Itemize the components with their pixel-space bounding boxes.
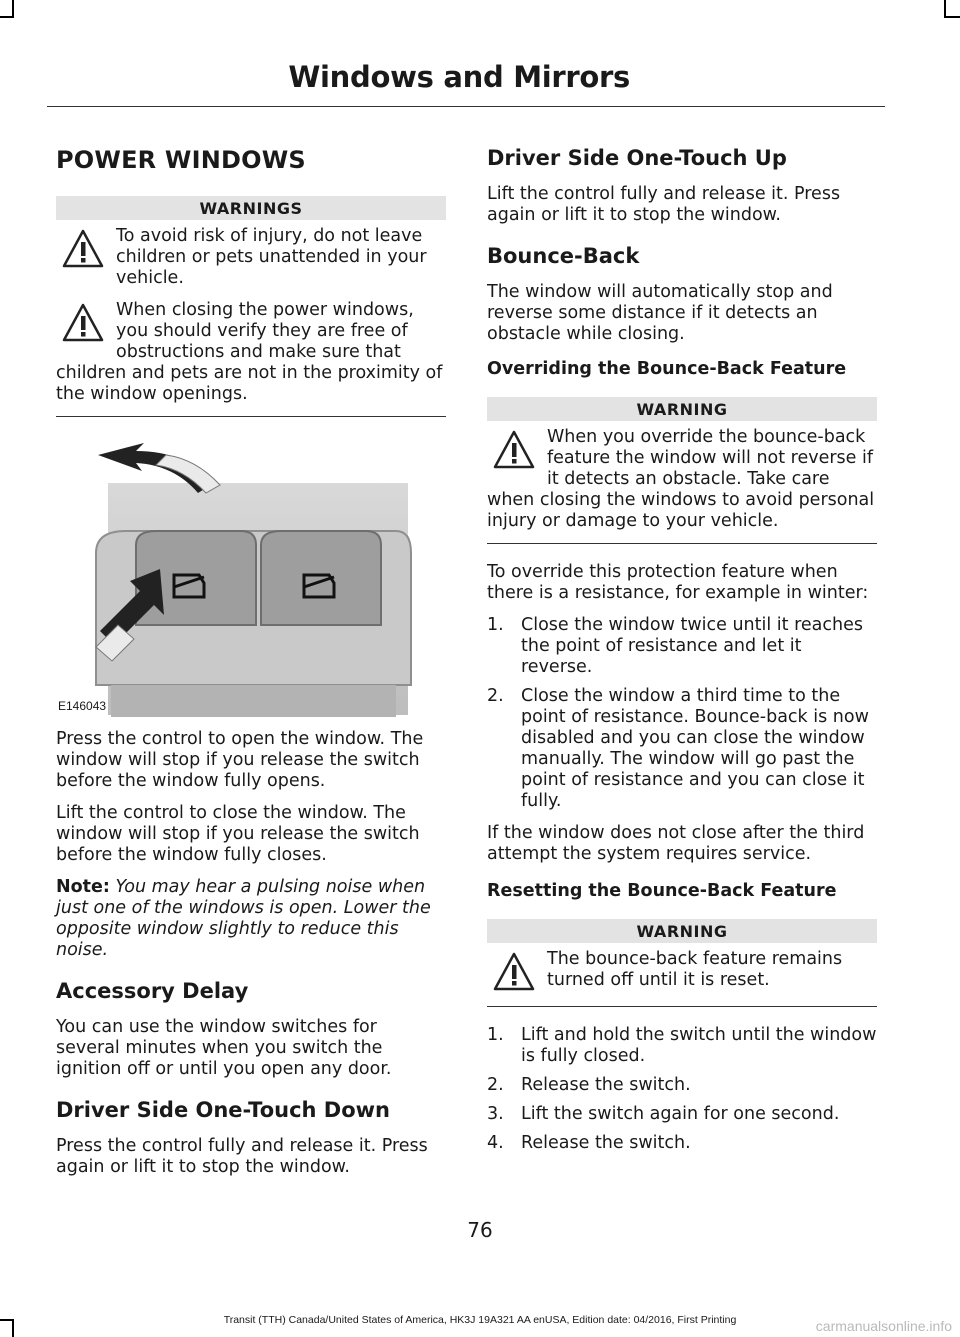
figure-code: E146043 <box>58 699 107 713</box>
step-text: Lift and hold the switch until the window is fully closed. <box>521 1025 877 1066</box>
step-text: Close the window a third time to the point of resistance. Bounce-back is now disabled and you can close the window manually. The window will go past the point of resistance and you can close it fully. <box>521 686 869 811</box>
list-item <box>487 1075 877 1096</box>
step-number: 2. <box>487 1075 504 1095</box>
window-switch-diagram <box>56 435 446 717</box>
warning-heading: WARNING <box>487 397 877 421</box>
page-number: 76 <box>467 1218 493 1242</box>
list-item <box>487 1133 877 1154</box>
right-column <box>487 140 877 1165</box>
paragraph: If the window does not close after the third attempt the system requires service. <box>487 823 865 864</box>
subheading: Driver Side One-Touch Up <box>487 146 787 170</box>
subheading: Accessory Delay <box>56 979 249 1003</box>
paragraph: Press the control fully and release it. Press again or lift it to stop the window. <box>56 1136 428 1177</box>
warning-item <box>487 427 877 532</box>
list-item <box>487 615 877 678</box>
note-label: Note: <box>56 877 110 897</box>
header-divider <box>47 106 885 107</box>
watermark: carmanualsonline.info <box>815 1318 952 1334</box>
minor-heading: Resetting the Bounce-Back Feature <box>487 881 837 901</box>
paragraph: Lift the control to close the window. The window will stop if you release the switch before the window fully closes. <box>56 803 420 865</box>
list-item <box>487 686 877 812</box>
warning-divider <box>56 416 446 417</box>
warning-item <box>56 300 446 405</box>
warning-triangle-icon <box>62 228 104 270</box>
crop-mark <box>0 16 14 18</box>
warning-item <box>56 226 446 289</box>
warning-divider <box>487 543 877 544</box>
step-number: 1. <box>487 615 504 635</box>
section-title: POWER WINDOWS <box>56 146 306 174</box>
step-text: Release the switch. <box>521 1075 691 1095</box>
paragraph: Press the control to open the window. The window will stop if you release the switch before the window fully opens. <box>56 729 424 791</box>
step-number: 3. <box>487 1104 504 1124</box>
window-switch-illustration <box>56 435 446 717</box>
page-title: Windows and Mirrors <box>288 60 630 94</box>
paragraph: To override this protection feature when there is a resistance, for example in winter: <box>487 562 869 603</box>
warning-triangle-icon <box>493 429 535 471</box>
step-number: 2. <box>487 686 504 706</box>
step-number: 1. <box>487 1025 504 1045</box>
paragraph: Lift the control fully and release it. Press again or lift it to stop the window. <box>487 184 841 225</box>
reset-steps <box>487 1025 877 1154</box>
list-item <box>487 1025 877 1067</box>
crop-mark <box>944 16 960 18</box>
override-steps <box>487 615 877 812</box>
note-text: You may hear a pulsing noise when just one of the windows is open. Lower the opposite window slightly to reduce this noise. <box>56 877 431 960</box>
subheading: Driver Side One-Touch Down <box>56 1098 391 1122</box>
warning-text: To avoid risk of injury, do not leave children or pets unattended in your vehicle. <box>116 226 427 288</box>
note <box>56 877 446 961</box>
step-text: Lift the switch again for one second. <box>521 1104 840 1124</box>
footer-text: Transit (TTH) Canada/United States of America, HK3J 19A321 AA enUSA, Edition date: 04/2016, First Printing <box>223 1314 737 1326</box>
list-item <box>487 1104 877 1125</box>
warning-item <box>487 949 877 995</box>
warnings-heading: WARNINGS <box>56 196 446 220</box>
minor-heading: Overriding the Bounce-Back Feature <box>487 359 847 379</box>
warning-heading: WARNING <box>487 919 877 943</box>
subheading: Bounce-Back <box>487 244 640 268</box>
warning-triangle-icon <box>62 302 104 344</box>
left-column <box>56 140 446 1189</box>
paragraph: You can use the window switches for several minutes when you switch the ignition off or until you open any door. <box>56 1017 392 1079</box>
step-text: Close the window twice until it reaches the point of resistance and let it reverse. <box>521 615 863 677</box>
warning-text: When you override the bounce-back feature the window will not reverse if it detects an obstacle. Take care when closing the windows to avoid personal injury or damage to your vehicle. <box>487 427 875 531</box>
paragraph: The window will automatically stop and reverse some distance if it detects an obstacle while closing. <box>487 282 833 344</box>
step-text: Release the switch. <box>521 1133 691 1153</box>
warning-text: The bounce-back feature remains turned off until it is reset. <box>547 949 843 990</box>
warning-divider <box>487 1006 877 1007</box>
warning-triangle-icon <box>493 951 535 993</box>
warning-text: When closing the power windows, you should verify they are free of obstructions and make sure that children and pets are not in the proximity of the window openings. <box>56 300 443 404</box>
step-number: 4. <box>487 1133 504 1153</box>
